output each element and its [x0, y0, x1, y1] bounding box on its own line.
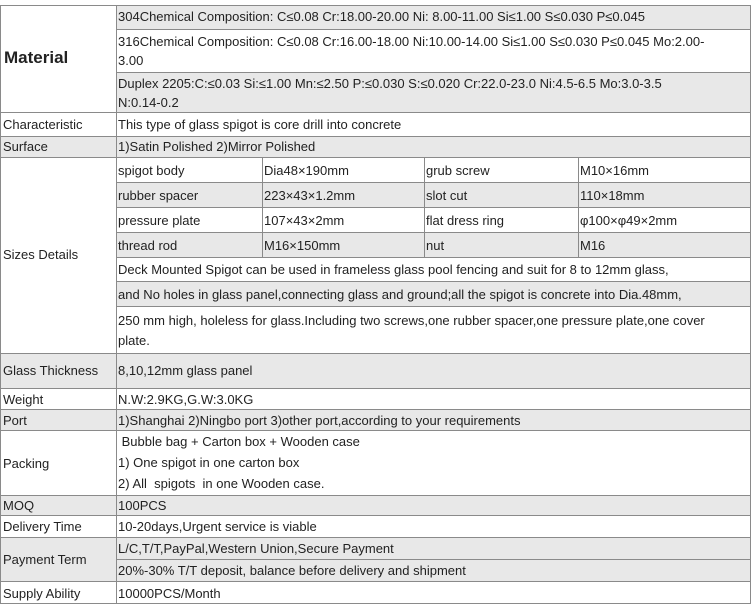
- characteristic-label: Characteristic: [3, 117, 83, 132]
- material-duplex-line2: N:0.14-0.2: [118, 95, 179, 110]
- delivery-label: Delivery Time: [3, 519, 82, 534]
- supply-label: Supply Ability: [3, 586, 81, 601]
- part-name: nut: [426, 238, 445, 253]
- sizes-label: Sizes Details: [3, 247, 79, 262]
- part-name: thread rod: [118, 238, 178, 253]
- surface-label: Surface: [3, 139, 48, 154]
- port-value: 1)Shanghai 2)Ningbo port 3)other port,according to your requirements: [118, 413, 521, 428]
- row-bg-glass: [0, 353, 750, 388]
- packing-label: Packing: [3, 456, 50, 471]
- part-size: φ100×φ49×2mm: [580, 213, 678, 228]
- part-size: 107×43×2mm: [264, 213, 345, 228]
- part-name: grub screw: [426, 163, 490, 178]
- sizes-desc-3-line1: 250 mm high, holeless for glass.Including two screws,one rubber spacer,one pressure plate,one cover: [118, 313, 705, 328]
- part-size: Dia48×190mm: [264, 163, 349, 178]
- payment-label: Payment Term: [3, 552, 87, 567]
- surface-value: 1)Satin Polished 2)Mirror Polished: [118, 139, 316, 154]
- part-size: M16×150mm: [264, 238, 341, 253]
- glass-thickness-value: 8,10,12mm glass panel: [118, 363, 253, 378]
- part-size: M16: [580, 238, 606, 253]
- material-316-line2: 3.00: [118, 53, 144, 68]
- sizes-desc-2: and No holes in glass panel,connecting glass and ground;all the spigot is concrete into Dia.48mm,: [118, 287, 682, 302]
- packing-line-1: Bubble bag + Carton box + Wooden case: [118, 434, 360, 449]
- sizes-desc-1: Deck Mounted Spigot can be used in frameless glass pool fencing and suit for 8 to 12mm glass,: [118, 262, 669, 277]
- sizes-desc-3-line2: plate.: [118, 333, 150, 348]
- part-name: rubber spacer: [118, 188, 199, 203]
- packing-line-3: 2) All spigots in one Wooden case.: [118, 476, 325, 491]
- supply-value: 10000PCS/Month: [118, 586, 221, 601]
- part-name: spigot body: [118, 163, 185, 178]
- material-label: Material: [4, 48, 69, 67]
- payment-line-2: 20%-30% T/T deposit, balance before delivery and shipment: [118, 563, 466, 578]
- packing-line-2: 1) One spigot in one carton box: [118, 455, 300, 470]
- part-name: pressure plate: [118, 213, 201, 228]
- row-bg-surface: [0, 136, 750, 157]
- part-name: flat dress ring: [426, 213, 505, 228]
- moq-value: 100PCS: [118, 498, 167, 513]
- row-bg-moq: [0, 495, 750, 515]
- weight-label: Weight: [3, 392, 44, 407]
- payment-line-1: L/C,T/T,PayPal,Western Union,Secure Payment: [118, 541, 394, 556]
- material-duplex-line1: Duplex 2205:C:≤0.03 Si:≤1.00 Mn:≤2.50 P:≤0.030 S:≤0.020 Cr:22.0-23.0 Ni:4.5-6.5 Mo:3.0-3.5: [118, 76, 662, 91]
- glass-thickness-label: Glass Thickness: [3, 363, 99, 378]
- part-size: 223×43×1.2mm: [264, 188, 356, 203]
- material-316-line1: 316Chemical Composition: C≤0.08 Cr:16.00-18.00 Ni:10.00-14.00 Si≤1.00 S≤0.030 P≤0.045 Mo:2.00-: [118, 34, 705, 49]
- part-name: slot cut: [426, 188, 468, 203]
- port-label: Port: [3, 413, 27, 428]
- part-size: 110×18mm: [580, 188, 645, 203]
- characteristic-value: This type of glass spigot is core drill into concrete: [118, 117, 402, 132]
- material-304: 304Chemical Composition: C≤0.08 Cr:18.00-20.00 Ni: 8.00-11.00 Si≤1.00 S≤0.030 P≤0.045: [118, 9, 645, 24]
- part-size: M10×16mm: [580, 163, 649, 178]
- weight-value: N.W:2.9KG,G.W:3.0KG: [118, 392, 254, 407]
- delivery-value: 10-20days,Urgent service is viable: [118, 519, 317, 534]
- moq-label: MOQ: [3, 498, 35, 513]
